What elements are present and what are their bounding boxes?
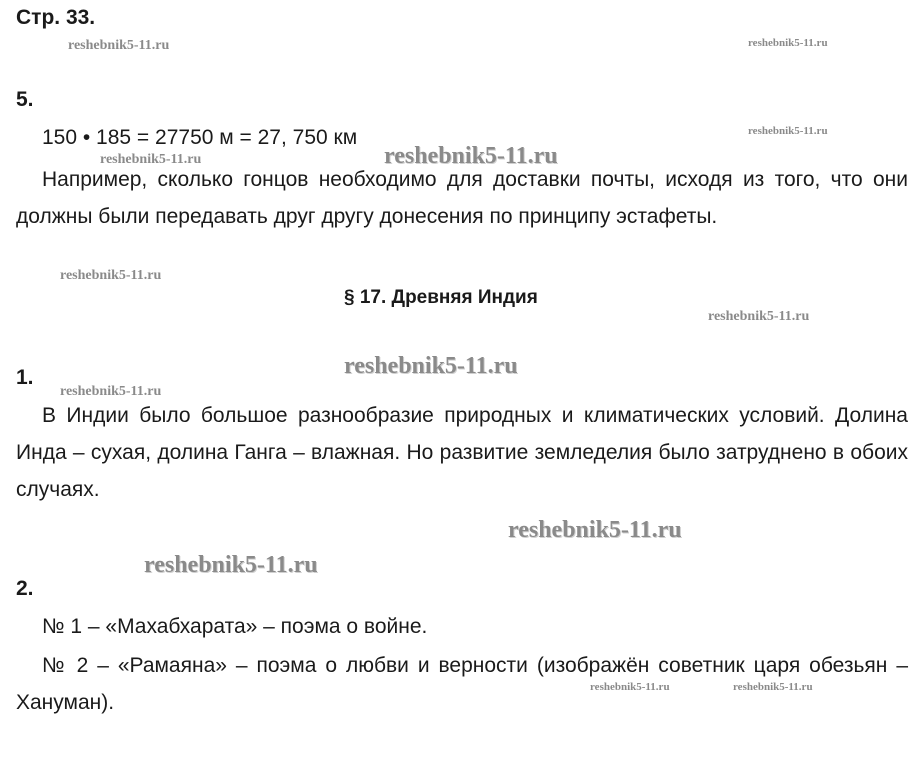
watermark: reshebnik5-11.ru: [748, 37, 828, 49]
watermark: reshebnik5-11.ru: [384, 143, 558, 169]
watermark: reshebnik5-11.ru: [144, 552, 318, 578]
watermark: reshebnik5-11.ru: [748, 125, 828, 137]
watermark: reshebnik5-11.ru: [590, 681, 670, 693]
watermark: reshebnik5-11.ru: [100, 152, 202, 167]
calculation-line: 150 • 185 = 27750 м = 27, 750 км: [42, 126, 358, 149]
watermark: reshebnik5-11.ru: [708, 309, 810, 324]
watermark: reshebnik5-11.ru: [68, 38, 170, 53]
section-title: § 17. Древняя Индия: [344, 287, 538, 308]
task1-paragraph: В Индии было большое разнообразие природных и климатических условий. Долина Инда – сухая, долина Ганга – влажная. Но развитие земледелия было затруднено в обоих случаях.: [16, 404, 908, 501]
task2-item-1: № 1 – «Махабхарата» – поэма о войне.: [42, 615, 428, 638]
task-number-5: 5.: [16, 88, 34, 111]
task-number-2: 2.: [16, 577, 34, 600]
watermark: reshebnik5-11.ru: [344, 353, 518, 379]
watermark: reshebnik5-11.ru: [508, 517, 682, 543]
task5-paragraph: Например, сколько гонцов необходимо для доставки почты, исходя из того, что они должны были передавать друг другу донесения по принципу эстафеты.: [16, 168, 908, 228]
task2-item-2: № 2 – «Рамаяна» – поэма о любви и верности (изображён советник царя обезьян – Хануман).: [16, 654, 908, 714]
task-number-1: 1.: [16, 366, 34, 389]
watermark: reshebnik5-11.ru: [60, 384, 162, 399]
page-number: Стр. 33.: [16, 6, 96, 29]
watermark: reshebnik5-11.ru: [60, 268, 162, 283]
watermark: reshebnik5-11.ru: [733, 681, 813, 693]
